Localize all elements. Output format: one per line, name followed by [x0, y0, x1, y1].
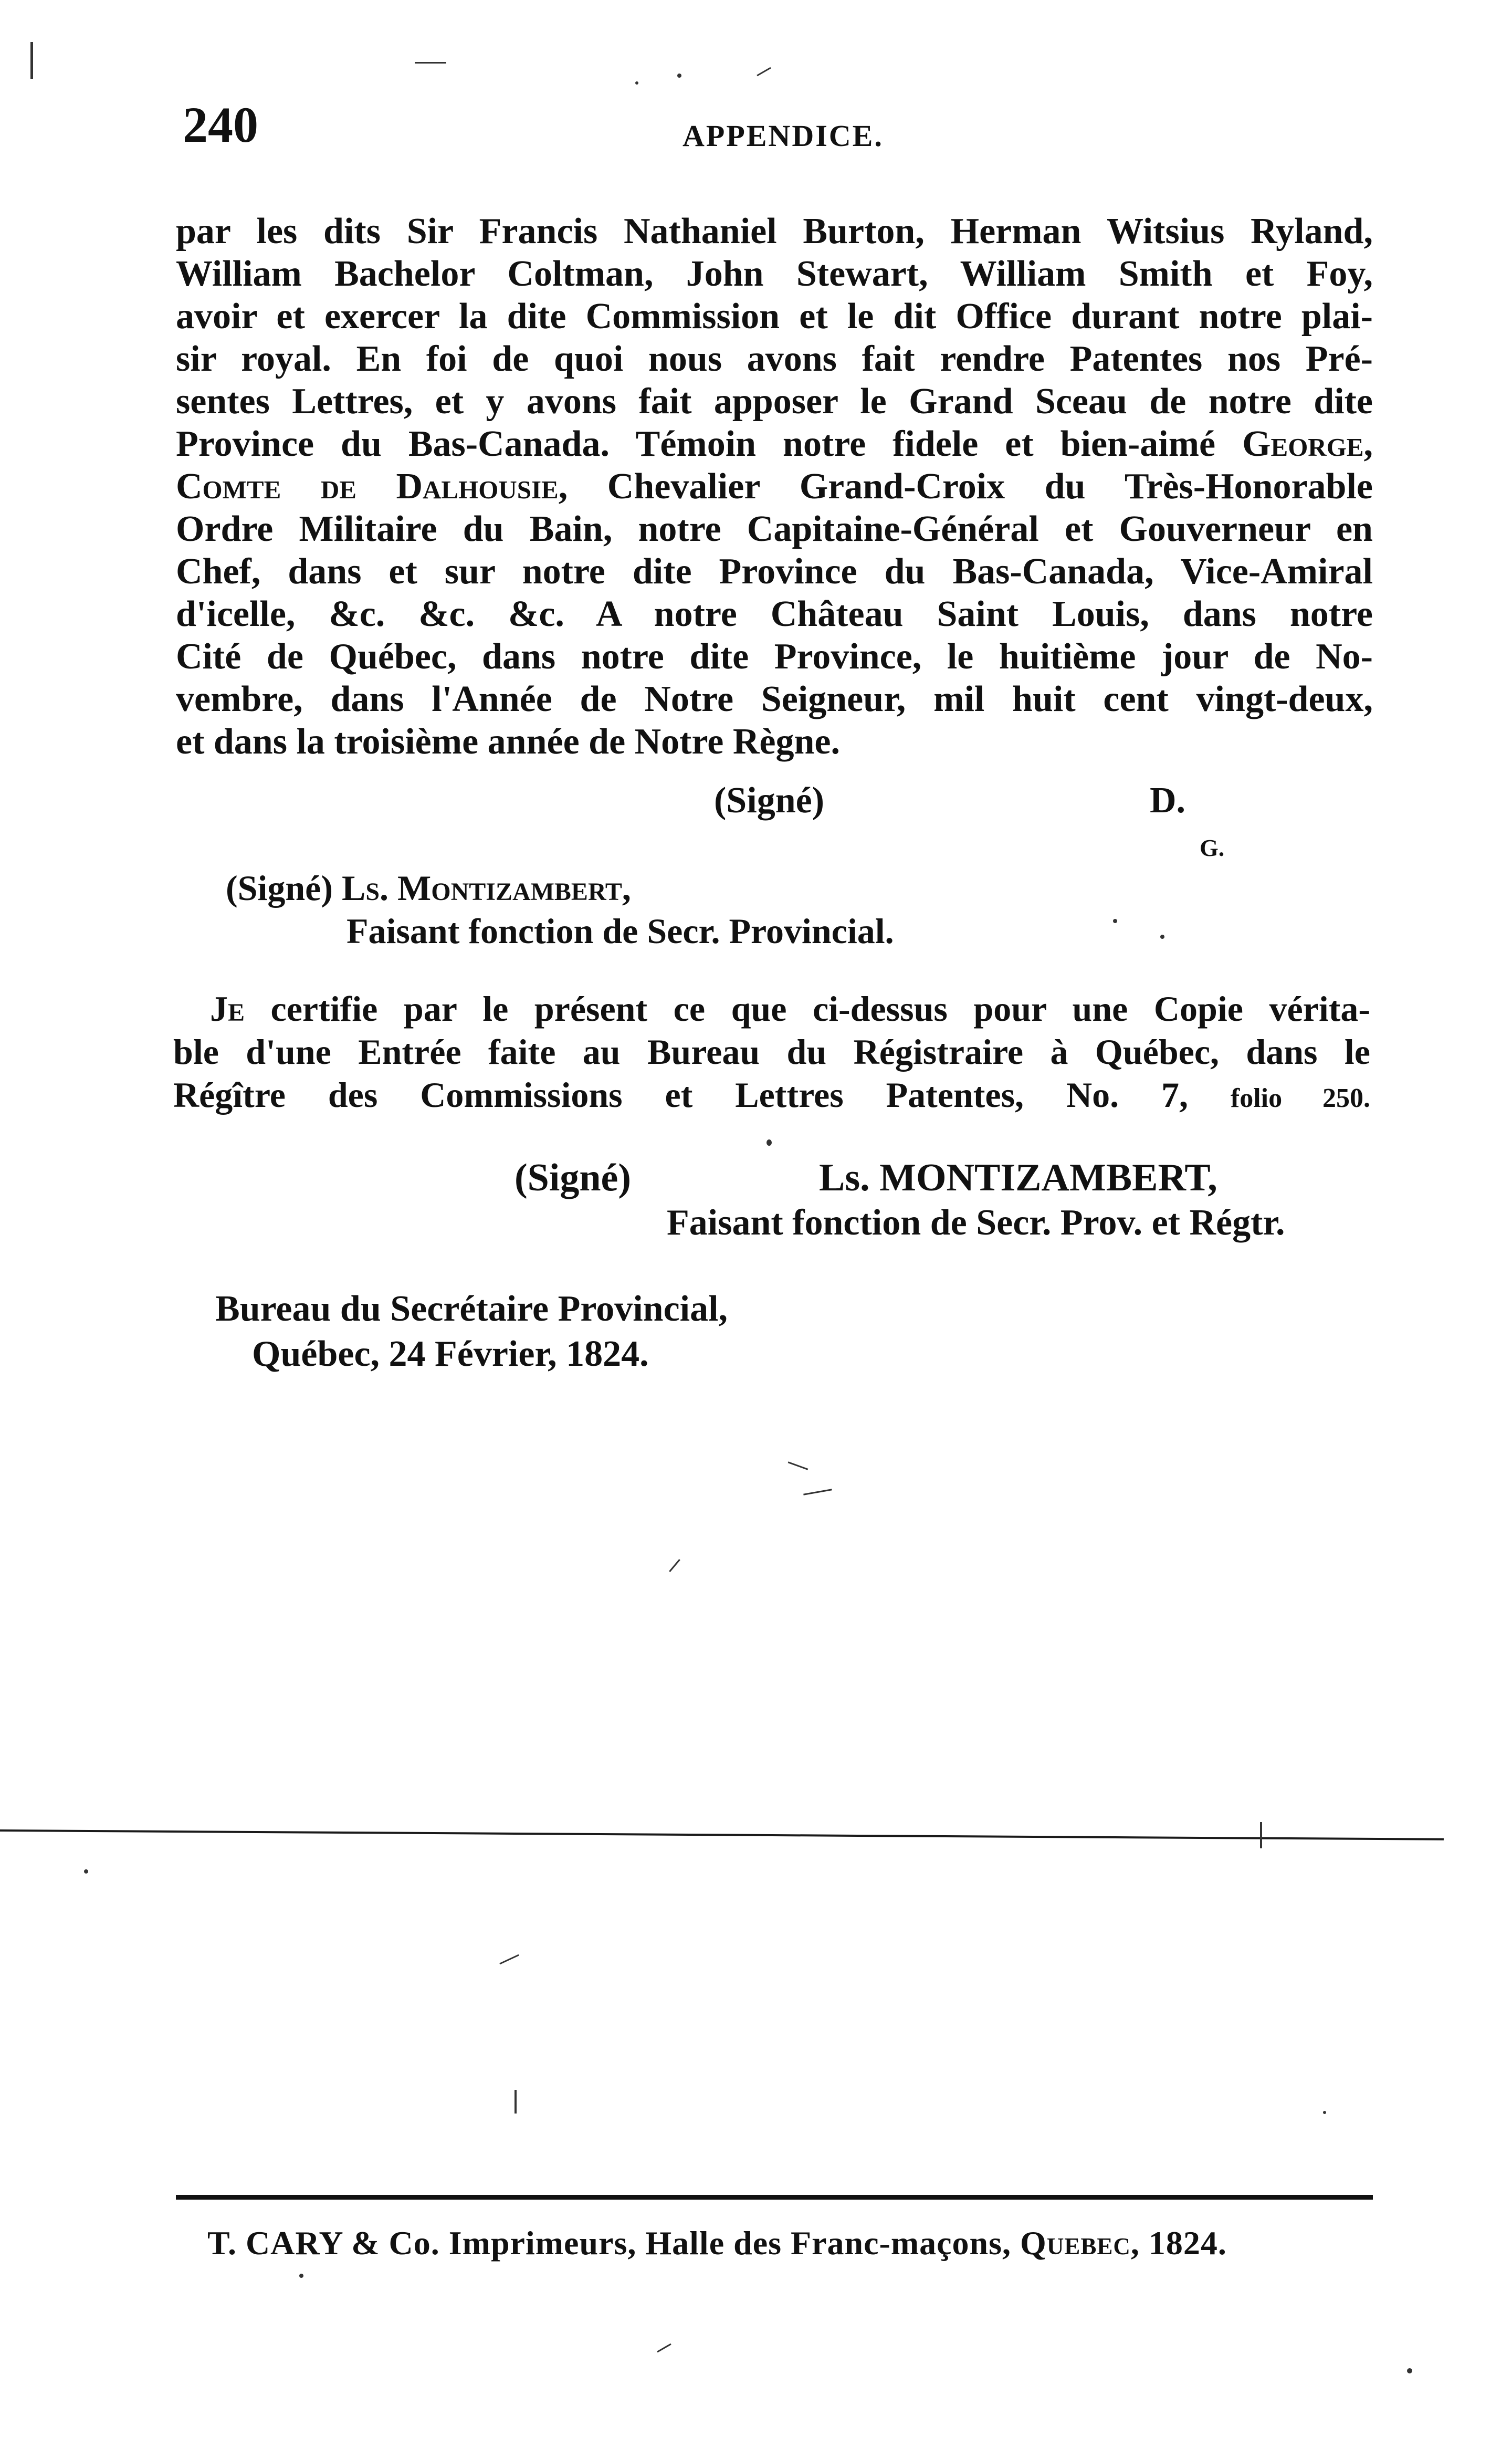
secretary-name: Ls. Montizambert, [342, 868, 631, 908]
comte-de-dalhousie: Comte de Dalhousie, [176, 466, 568, 507]
scan-mark [788, 1461, 808, 1470]
printer-text: T. CARY & Co. Imprimeurs, Halle des Franc-maçons, [207, 2224, 1021, 2262]
royal-signature [714, 780, 1186, 821]
scan-speck [635, 81, 638, 85]
scan-mark [669, 1559, 680, 1572]
page-number: 240 [183, 97, 258, 153]
scan-mark [657, 2344, 671, 2353]
secretary-signature [226, 866, 894, 953]
certification-text: Régître des Commissions et Lettres Patentes, No. 7, [173, 1075, 1231, 1115]
signe-label: (Signé) [226, 868, 333, 908]
body-line [176, 465, 1373, 508]
body-line [176, 423, 1373, 465]
body-line: Chef, dans et sur notre dite Province du Bas-Canada, Vice-Amiral [176, 551, 1373, 592]
scan-mark [514, 2090, 517, 2114]
scan-speck [677, 74, 681, 78]
body-line: vembre, dans l'Année de Notre Seigneur, mil huit cent vingt-deux, [176, 679, 1373, 719]
body-line-text: Province du Bas-Canada. Témoin notre fidele et bien-aimé [176, 424, 1243, 464]
body-line: et dans la troisième année de Notre Règne. [176, 721, 840, 762]
scan-mark [499, 1954, 519, 1965]
folio-reference: folio 250. [1230, 1083, 1371, 1113]
colophon-rule [176, 2195, 1373, 2200]
scan-speck [1323, 2111, 1326, 2114]
scan-speck [766, 1139, 772, 1146]
scan-mark [415, 62, 446, 64]
scan-speck [1160, 935, 1164, 939]
bureau-name: Bureau du Secrétaire Provincial, [215, 1289, 728, 1329]
scan-mark [803, 1489, 832, 1495]
scan-mark [30, 42, 33, 79]
body-line: sir royal. En foi de quoi nous avons fait rendre Patentes nos Pré- [176, 339, 1373, 379]
body-line-text: Chevalier Grand-Croix du Très-Honorable [568, 466, 1373, 507]
registrar-name: Ls. MONTIZAMBERT, [819, 1156, 1217, 1199]
printer-year: 1824. [1139, 2224, 1227, 2262]
body-line: par les dits Sir Francis Nathaniel Burton, Herman Witsius Ryland, [176, 211, 1373, 252]
body-line: sentes Lettres, et y avons fait apposer le Grand Sceau de notre dite [176, 381, 1373, 422]
registrar-signature [514, 1155, 1285, 1246]
george-name: George, [1242, 424, 1373, 464]
registrar-office: Faisant fonction de Secr. Prov. et Régtr. [667, 1202, 1285, 1243]
secretary-office: Faisant fonction de Secr. Provincial. [346, 911, 894, 951]
body-line: Cité de Québec, dans notre dite Province, le huitième jour de No- [176, 636, 1373, 677]
certification-line [173, 987, 1370, 1030]
scan-speck [84, 1869, 88, 1874]
signe-label: (Signé) [514, 1156, 631, 1199]
scan-speck [1113, 919, 1117, 923]
initial-g: G. [1200, 834, 1225, 861]
certification-text: certifie par le présent ce que ci-dessus pour une Copie vérita- [245, 989, 1370, 1029]
scan-mark [757, 67, 771, 77]
body-line: Ordre Militaire du Bain, notre Capitaine-Général et Gouverneur en [176, 509, 1373, 549]
bureau-dateline [215, 1286, 728, 1377]
certification-line [173, 1073, 1370, 1120]
bureau-date: Québec, 24 Février, 1824. [252, 1334, 649, 1374]
initial-d: D. [1150, 780, 1186, 821]
printer-colophon [207, 2226, 1227, 2260]
body-paragraph [176, 210, 1373, 763]
scan-speck [1407, 2368, 1412, 2373]
divider-rule [0, 1829, 1444, 1840]
body-line: William Bachelor Coltman, John Stewart, William Smith et Foy, [176, 254, 1373, 294]
je-word: Je [210, 989, 245, 1029]
body-line: avoir et exercer la dite Commission et le dit Office durant notre plai- [176, 296, 1373, 337]
body-line: d'icelle, &c. &c. &c. A notre Château Saint Louis, dans notre [176, 594, 1373, 634]
scan-speck [299, 2274, 303, 2278]
printer-city: Quebec, [1020, 2224, 1140, 2262]
certification-paragraph [173, 987, 1370, 1120]
signe-label: (Signé) [714, 780, 824, 821]
scan-mark [1260, 1822, 1262, 1848]
running-head: APPENDICE. [682, 119, 884, 153]
certification-line: ble d'une Entrée faite au Bureau du Régistraire à Québec, dans le [173, 1032, 1370, 1072]
